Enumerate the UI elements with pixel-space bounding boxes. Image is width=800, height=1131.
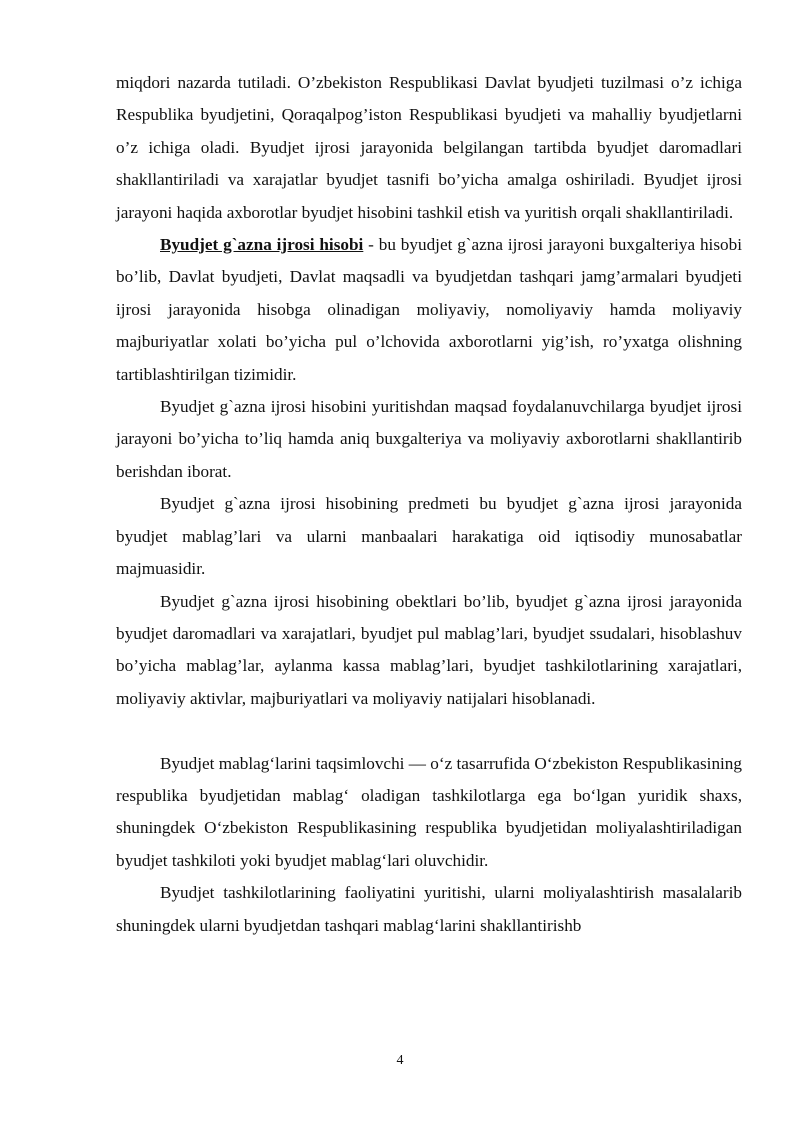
paragraph-budget-distributor: Byudjet mablag‘larini taqsimlovchi — o‘z tasarrufida O‘zbekiston Respublikasining respublika byudjetidan mablag‘ oladigan tashkilotlarga ega bo‘lgan yuridik shaxs, shuningdek O‘zbekiston Respublikasining respublika byudjetidan moliyalashtiriladigan byudjet tashkiloti yoki byudjet mablag‘lari oluvchidir. — [116, 753, 742, 870]
paragraph-budget-organizations: Byudjet tashkilotlarining faoliyatini yuritishi, ularni moliyalashtirish masalalarib shuningdek ularni byudjetdan tashqari mablag‘larini shakllantirishb — [116, 883, 742, 935]
paragraph-accounting-subject: Byudjet g`azna ijrosi hisobining predmeti bu byudjet g`azna ijrosi jarayonida byudjet mablag’lari va ularni manbaalari harakatiga oid iqtisodiy munosabatlar majmuasidir. — [116, 494, 742, 579]
paragraph-budget-structure: miqdori nazarda tutiladi. O’zbekiston Respublikasi Davlat byudjeti tuzilmasi o’z ichiga Respublika byudjetini, Qoraqalpog’iston Respublikasi byudjeti va mahalliy byudjetlarni o’z ichiga oladi. Byudjet ijrosi jarayonida belgilangan tartibda byudjet daromadlari shakllantiriladi va xarajatlar byudjet tasnifi bo’yicha amalga oshiriladi. Byudjet ijrosi jarayoni haqida axborotlar byudjet hisobini tashkil etish va yuritish orqali shakllantiriladi. — [116, 73, 742, 222]
paragraph-treasury-accounting-definition — [116, 229, 742, 391]
paragraph-spacer — [116, 715, 742, 747]
definition-text: - bu byudjet g`azna ijrosi jarayoni buxgalteriya hisobi bo’lib, Davlat byudjeti, Davlat maqsadli va byudjetdan tashqari jamg’armalari byudjeti ijrosi jarayonida hisobga olinadigan moliyaviy, nomoliyaviy hamda moliyaviy majburiyatlar xolati bo’yicha pul o’lchovida axborotlarni yig’ish, ro’yxatga olishning tartiblashtirilgan tizimidir. — [116, 235, 742, 384]
paragraph-accounting-purpose: Byudjet g`azna ijrosi hisobini yuritishdan maqsad foydalanuvchilarga byudjet ijrosi jarayoni bo’yicha to’liq hamda aniq buxgalteriya va moliyaviy axborotlarni shakllantirib berishdan iborat. — [116, 397, 742, 481]
document-page — [116, 67, 742, 942]
paragraph-accounting-objects: Byudjet g`azna ijrosi hisobining obektlari bo’lib, byudjet g`azna ijrosi jarayonida byudjet daromadlari va xarajatlari, byudjet pul mablag’lari, byudjet ssudalari, hisoblashuv bo’yicha mablag’lar, aylanma kassa mablag’lari, byudjet tashkilotlarining xarajatlari, moliyaviy aktivlar, majburiyatlari va moliyaviy natijalari hisoblanadi. — [116, 591, 742, 708]
defined-term: Byudjet g`azna ijrosi hisobi — [160, 235, 364, 255]
page-number: 4 — [396, 1053, 404, 1068]
